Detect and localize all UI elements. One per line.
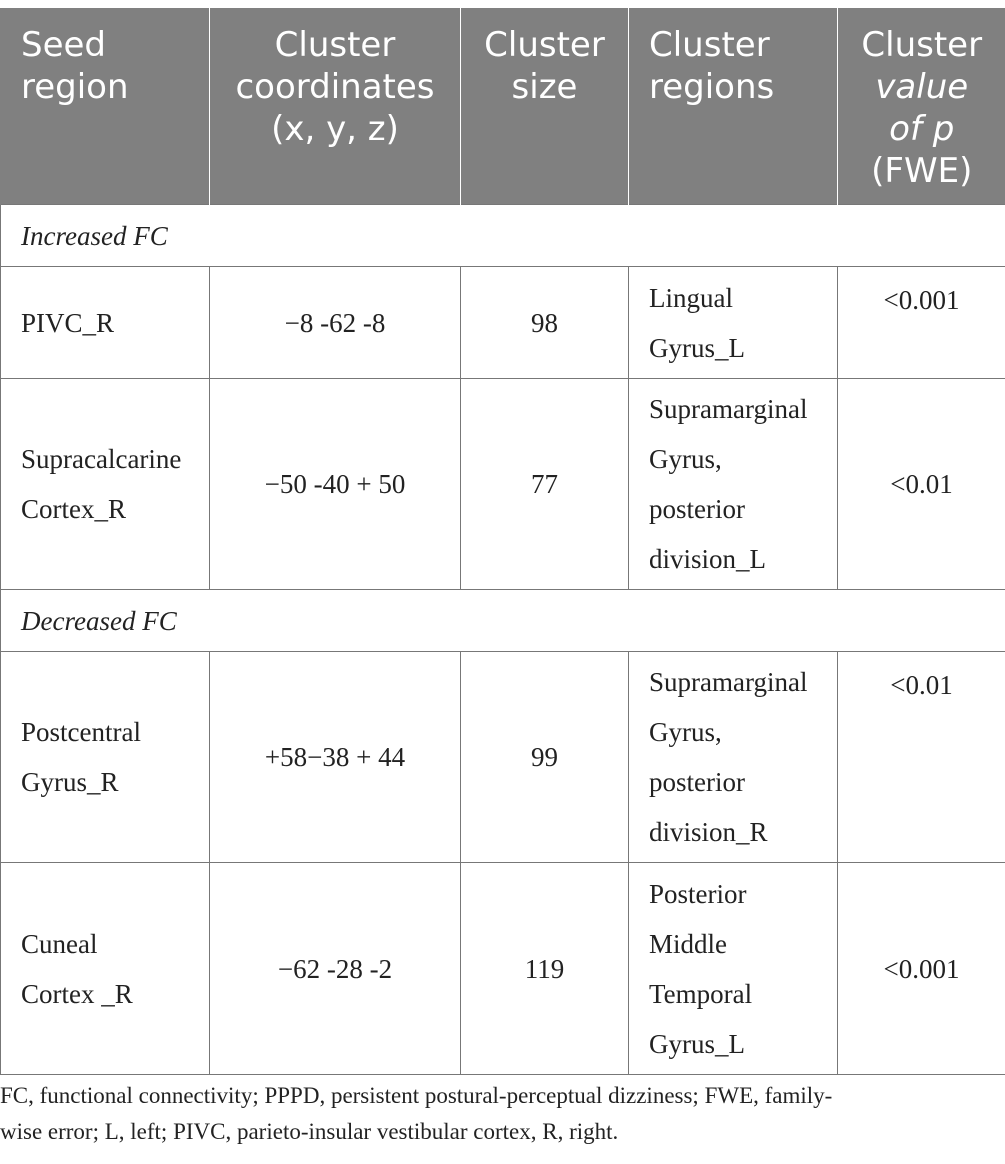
cell-regions: Supramarginal Gyrus, posterior division_L [629, 379, 838, 590]
cell-coordinates: −62 -28 -2 [210, 863, 461, 1075]
cell-p-value: <0.001 [838, 267, 1005, 379]
cell-regions: Posterior Middle Temporal Gyrus_L [629, 863, 838, 1075]
results-table-container [0, 8, 1005, 1075]
cell-size: 98 [461, 267, 629, 379]
cell-p-value: <0.01 [838, 652, 1005, 863]
cell-seed-region: Supracalcarine Cortex_R [1, 379, 210, 590]
section-row-increased-fc [1, 205, 1005, 267]
cell-regions: Supramarginal Gyrus, posterior division_R [629, 652, 838, 863]
cell-seed-region: Postcentral Gyrus_R [1, 652, 210, 863]
table-row [1, 267, 1005, 379]
cell-size: 99 [461, 652, 629, 863]
header-cluster-coordinates: Cluster coordinates (x, y, z) [210, 8, 461, 205]
cell-regions: Lingual Gyrus_L [629, 267, 838, 379]
table-row [1, 652, 1005, 863]
header-cluster-regions: Cluster regions [629, 8, 838, 205]
cell-size: 77 [461, 379, 629, 590]
table-row [1, 863, 1005, 1075]
cell-size: 119 [461, 863, 629, 1075]
cell-p-value: <0.01 [838, 379, 1005, 590]
cell-p-value: <0.001 [838, 863, 1005, 1075]
cell-coordinates: +58−38 + 44 [210, 652, 461, 863]
footnote-line-2: wise error; L, left; PIVC, parieto-insular vestibular cortex, R, right. [0, 1119, 619, 1144]
section-label: Decreased FC [1, 590, 1005, 652]
table-footnote [0, 1078, 1005, 1150]
cell-coordinates: −8 -62 -8 [210, 267, 461, 379]
cell-coordinates: −50 -40 + 50 [210, 379, 461, 590]
section-label: Increased FC [1, 205, 1005, 267]
header-seed-region: Seed region [1, 8, 210, 205]
table-row [1, 379, 1005, 590]
header-row [1, 8, 1005, 205]
footnote-line-1: FC, functional connectivity; PPPD, persistent postural-perceptual dizziness; FWE, family- [0, 1083, 833, 1108]
header-cluster-size: Cluster size [461, 8, 629, 205]
section-row-decreased-fc [1, 590, 1005, 652]
header-cluster-p-value: Cluster value of p (FWE) [838, 8, 1005, 205]
cell-seed-region: Cuneal Cortex _R [1, 863, 210, 1075]
cell-seed-region: PIVC_R [1, 267, 210, 379]
results-table [0, 8, 1005, 1075]
